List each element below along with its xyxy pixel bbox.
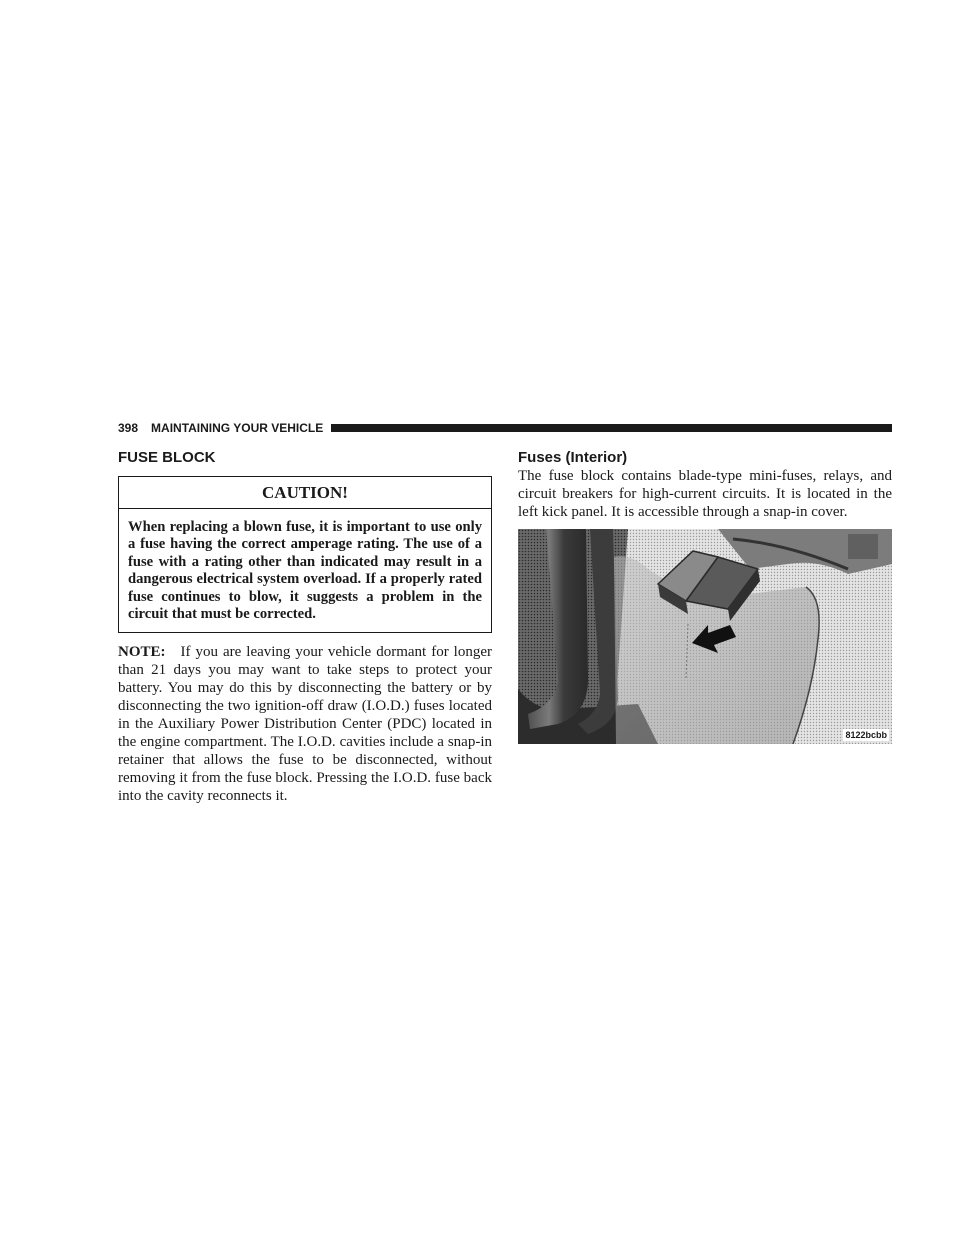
caution-box [118, 476, 492, 633]
note-text: If you are leaving your vehicle dormant for longer than 21 days you may want to take steps to protect your battery. You may do this by disconnecting the battery or by disconnecting the two ignition-off draw (I.O.D.) fuses located in the Auxiliary Power Distribution Center (PDC) located in the engine compartment. The I.O.D. cavities include a snap-in retainer that allows the fuse to be disconnected, without removing it from the fuse block. Pressing the I.O.D. fuse back into the cavity reconnects it. [118, 644, 492, 804]
fuses-interior-paragraph: The fuse block contains blade-type mini-fuses, relays, and circuit breakers for high-current circuits. It is located in the left kick panel. It is accessible through a snap-in cover. [518, 468, 892, 520]
figure-code-label: 8122bcbb [845, 729, 887, 740]
section-title: MAINTAINING YOUR VEHICLE [151, 421, 324, 435]
caution-text: When replacing a blown fuse, it is important to use only a fuse having the correct amperage rating. The use of a fuse with a rating other than indicated may result in a dangerous electrical system overload. If a properly rated fuse continues to blow, it suggests a problem in the circuit that must be corrected. [128, 519, 482, 623]
caution-title: CAUTION! [119, 477, 491, 509]
left-column [118, 448, 492, 806]
right-column [518, 448, 892, 744]
page-number: 398 [118, 421, 139, 435]
kick-panel-figure [518, 529, 892, 744]
header-rule [331, 424, 892, 432]
note-paragraph [118, 644, 492, 805]
fuses-interior-heading: Fuses (Interior) [518, 449, 628, 466]
note-label: NOTE: [118, 644, 166, 661]
page-header [118, 419, 892, 437]
kick-panel-illustration [518, 529, 892, 744]
fuse-block-heading: FUSE BLOCK [118, 449, 216, 466]
